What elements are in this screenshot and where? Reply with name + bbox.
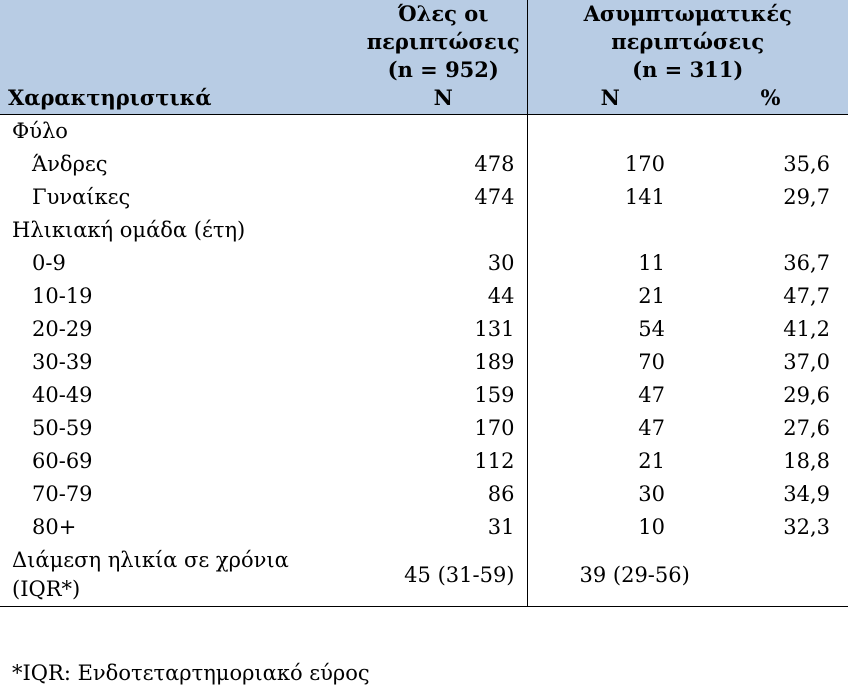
all-cases-n-value: 44	[360, 280, 527, 313]
header-sub-row	[0, 84, 848, 115]
asymptomatic-header-line3: (n = 311)	[632, 57, 744, 82]
table-row	[0, 181, 848, 214]
median-age-row	[0, 544, 848, 607]
table-row	[0, 478, 848, 511]
table-row	[0, 379, 848, 412]
asymptomatic-n-value: 70	[638, 350, 665, 374]
row-label: 30-39	[32, 350, 93, 374]
asymptomatic-pct-value: 29,7	[783, 185, 830, 209]
asymptomatic-pct-value: 35,6	[783, 152, 830, 176]
asymptomatic-header	[527, 0, 848, 84]
all-cases-n-header: N	[360, 84, 527, 115]
characteristics-column-header: Χαρακτηριστικά	[0, 84, 360, 115]
all-cases-n-value: 86	[360, 478, 527, 511]
header-group-row	[0, 0, 848, 84]
asymptomatic-pct-value: 27,6	[783, 416, 830, 440]
empty-cell	[527, 115, 693, 149]
asymptomatic-pct-value: 47,7	[783, 284, 830, 308]
empty-cell	[360, 214, 527, 247]
empty-cell	[693, 214, 848, 247]
median-age-label	[0, 544, 360, 607]
median-age-all-cases: 45 (31-59)	[360, 544, 527, 607]
all-cases-n-value: 159	[360, 379, 527, 412]
asymptomatic-n-value: 170	[624, 152, 665, 176]
all-cases-header	[360, 0, 527, 84]
asymptomatic-header-line2: περιπτώσεις	[611, 29, 765, 54]
table-row	[0, 346, 848, 379]
row-label: 70-79	[32, 482, 93, 506]
empty-cell	[693, 115, 848, 149]
table-header	[0, 0, 848, 115]
table-body	[0, 115, 848, 607]
asymptomatic-pct-header: %	[693, 84, 848, 115]
all-cases-n-value: 31	[360, 511, 527, 544]
all-cases-n-value: 30	[360, 247, 527, 280]
section-row-sex	[0, 115, 848, 149]
asymptomatic-pct-value: 32,3	[783, 515, 830, 539]
asymptomatic-n-value: 47	[638, 416, 665, 440]
row-label: 20-29	[32, 317, 93, 341]
footnote: *IQR: Ενδοτεταρτημοριακό εύρος	[12, 661, 370, 685]
all-cases-header-line3: (n = 952)	[387, 57, 499, 82]
table-row	[0, 247, 848, 280]
row-label: 10-19	[32, 284, 93, 308]
asymptomatic-pct-value: 34,9	[783, 482, 830, 506]
row-label: Γυναίκες	[32, 185, 131, 209]
row-label: 40-49	[32, 383, 93, 407]
all-cases-header-line1: Όλες οι	[398, 1, 489, 26]
asymptomatic-n-value: 141	[624, 185, 665, 209]
asymptomatic-n-value: 21	[638, 449, 665, 473]
section-title-sex: Φύλο	[12, 119, 68, 143]
asymptomatic-n-value: 54	[638, 317, 665, 341]
table-row	[0, 412, 848, 445]
row-label: Άνδρες	[32, 152, 108, 176]
empty-cell	[527, 214, 693, 247]
asymptomatic-n-header: N	[527, 84, 693, 115]
row-label: 60-69	[32, 449, 93, 473]
asymptomatic-n-value: 11	[638, 251, 665, 275]
asymptomatic-pct-value: 29,6	[783, 383, 830, 407]
asymptomatic-n-value: 30	[638, 482, 665, 506]
all-cases-header-line2: περιπτώσεις	[366, 29, 520, 54]
row-label: 0-9	[32, 251, 66, 275]
all-cases-n-value: 170	[360, 412, 527, 445]
asymptomatic-pct-value: 41,2	[783, 317, 830, 341]
table-row	[0, 511, 848, 544]
table-row	[0, 280, 848, 313]
asymptomatic-n-value: 10	[638, 515, 665, 539]
row-label: 80+	[32, 515, 77, 539]
table-row	[0, 148, 848, 181]
all-cases-n-value: 478	[360, 148, 527, 181]
row-label: 50-59	[32, 416, 93, 440]
asymptomatic-pct-value: 37,0	[783, 350, 830, 374]
table-row	[0, 313, 848, 346]
all-cases-n-value: 131	[360, 313, 527, 346]
asymptomatic-n-value: 21	[638, 284, 665, 308]
empty-cell	[360, 115, 527, 149]
section-title-age: Ηλικιακή ομάδα (έτη)	[12, 218, 246, 242]
median-age-asymptomatic: 39 (29-56)	[527, 544, 848, 607]
section-row-age	[0, 214, 848, 247]
table-row	[0, 445, 848, 478]
header-blank-cell	[0, 0, 360, 84]
asymptomatic-header-line1: Ασυμπτωματικές	[583, 1, 792, 26]
all-cases-n-value: 474	[360, 181, 527, 214]
all-cases-n-value: 189	[360, 346, 527, 379]
median-age-label-line1: Διάμεση ηλικία σε χρόνια	[12, 548, 289, 572]
asymptomatic-n-value: 47	[638, 383, 665, 407]
asymptomatic-pct-value: 36,7	[783, 251, 830, 275]
asymptomatic-pct-value: 18,8	[783, 449, 830, 473]
median-age-label-line2: (IQR*)	[12, 577, 81, 601]
all-cases-n-value: 112	[360, 445, 527, 478]
